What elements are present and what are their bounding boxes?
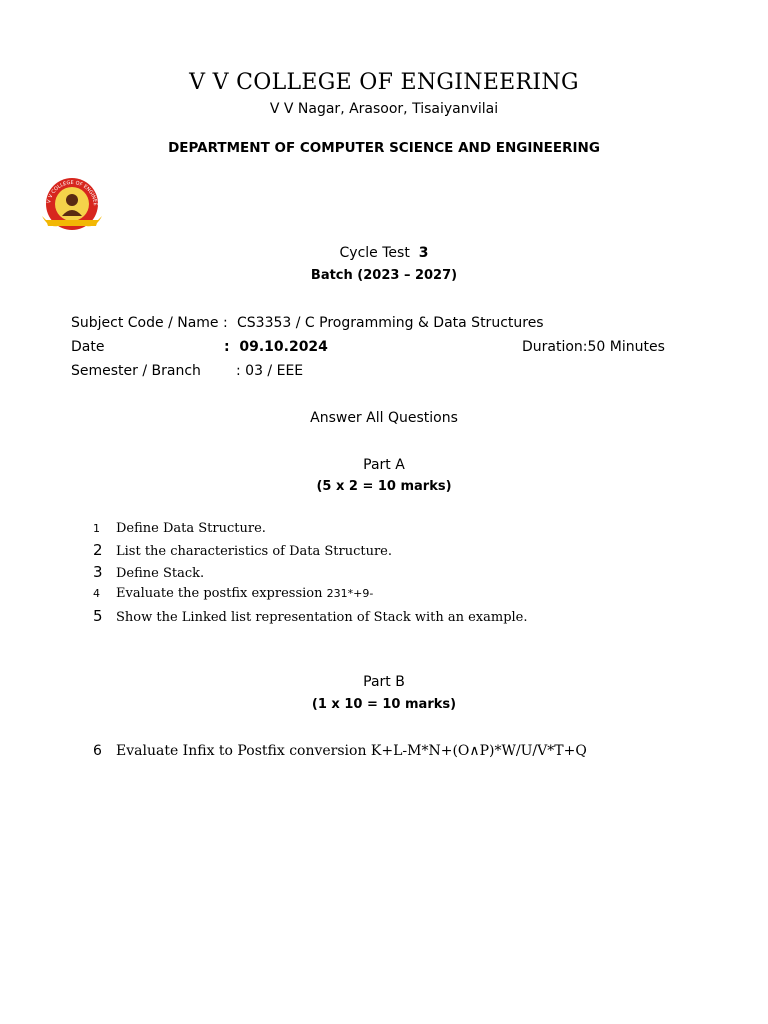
question-number: 1 [93, 522, 100, 535]
question-text: Show the Linked list representation of Stack with an example. [116, 610, 528, 625]
svg-text:V V COLLEGE OF ENGINEERING: V V COLLEGE OF ENGINEE [46, 179, 99, 206]
part-b-title: Part B [363, 674, 405, 690]
postfix-expression: 231*+9- [326, 587, 374, 600]
subject-label: Subject Code / Name : [71, 315, 228, 331]
question-text: Evaluate Infix to Postfix conversion K+L-M*N+(O∧P)*W/U/V*T+Q [116, 743, 587, 759]
question-3 [93, 563, 204, 581]
part-b-marks: (1 x 10 = 10 marks) [311, 697, 457, 712]
semester-value: : 03 / EEE [236, 363, 304, 379]
question-number: 6 [93, 743, 102, 759]
department-name: DEPARTMENT OF COMPUTER SCIENCE AND ENGINEERING [168, 140, 600, 156]
cycle-number: 3 [418, 245, 429, 261]
duration: Duration:50 Minutes [522, 339, 665, 355]
instruction: Answer All Questions [310, 410, 458, 426]
college-logo [40, 176, 104, 236]
part-a-title: Part A [363, 457, 405, 473]
batch: Batch (2023 – 2027) [310, 268, 458, 283]
question-number: 5 [93, 607, 103, 625]
question-number: 4 [93, 587, 100, 600]
question-text: List the characteristics of Data Structure. [116, 544, 393, 559]
question-number: 2 [93, 541, 103, 559]
question-number: 3 [93, 563, 103, 581]
question-5 [93, 607, 528, 625]
date-label: Date [71, 339, 105, 355]
question-text: Evaluate the postfix expression [116, 586, 327, 601]
cycle-label: Cycle Test [339, 245, 410, 261]
semester-label: Semester / Branch [71, 363, 201, 379]
cycle-test-title [0, 245, 768, 261]
question-2 [93, 541, 392, 559]
question-6 [93, 743, 587, 759]
question-text: Define Stack. [116, 566, 205, 581]
date-value: : 09.10.2024 [224, 339, 328, 355]
college-address: V V Nagar, Arasoor, Tisaiyanvilai [269, 101, 499, 117]
question-4 [93, 586, 373, 601]
subject-value: CS3353 / C Programming & Data Structures [237, 315, 544, 331]
question-1 [93, 521, 266, 536]
question-text: Define Data Structure. [116, 521, 266, 536]
college-name: V V COLLEGE OF ENGINEERING [189, 70, 579, 95]
part-a-marks: (5 x 2 = 10 marks) [316, 479, 452, 494]
